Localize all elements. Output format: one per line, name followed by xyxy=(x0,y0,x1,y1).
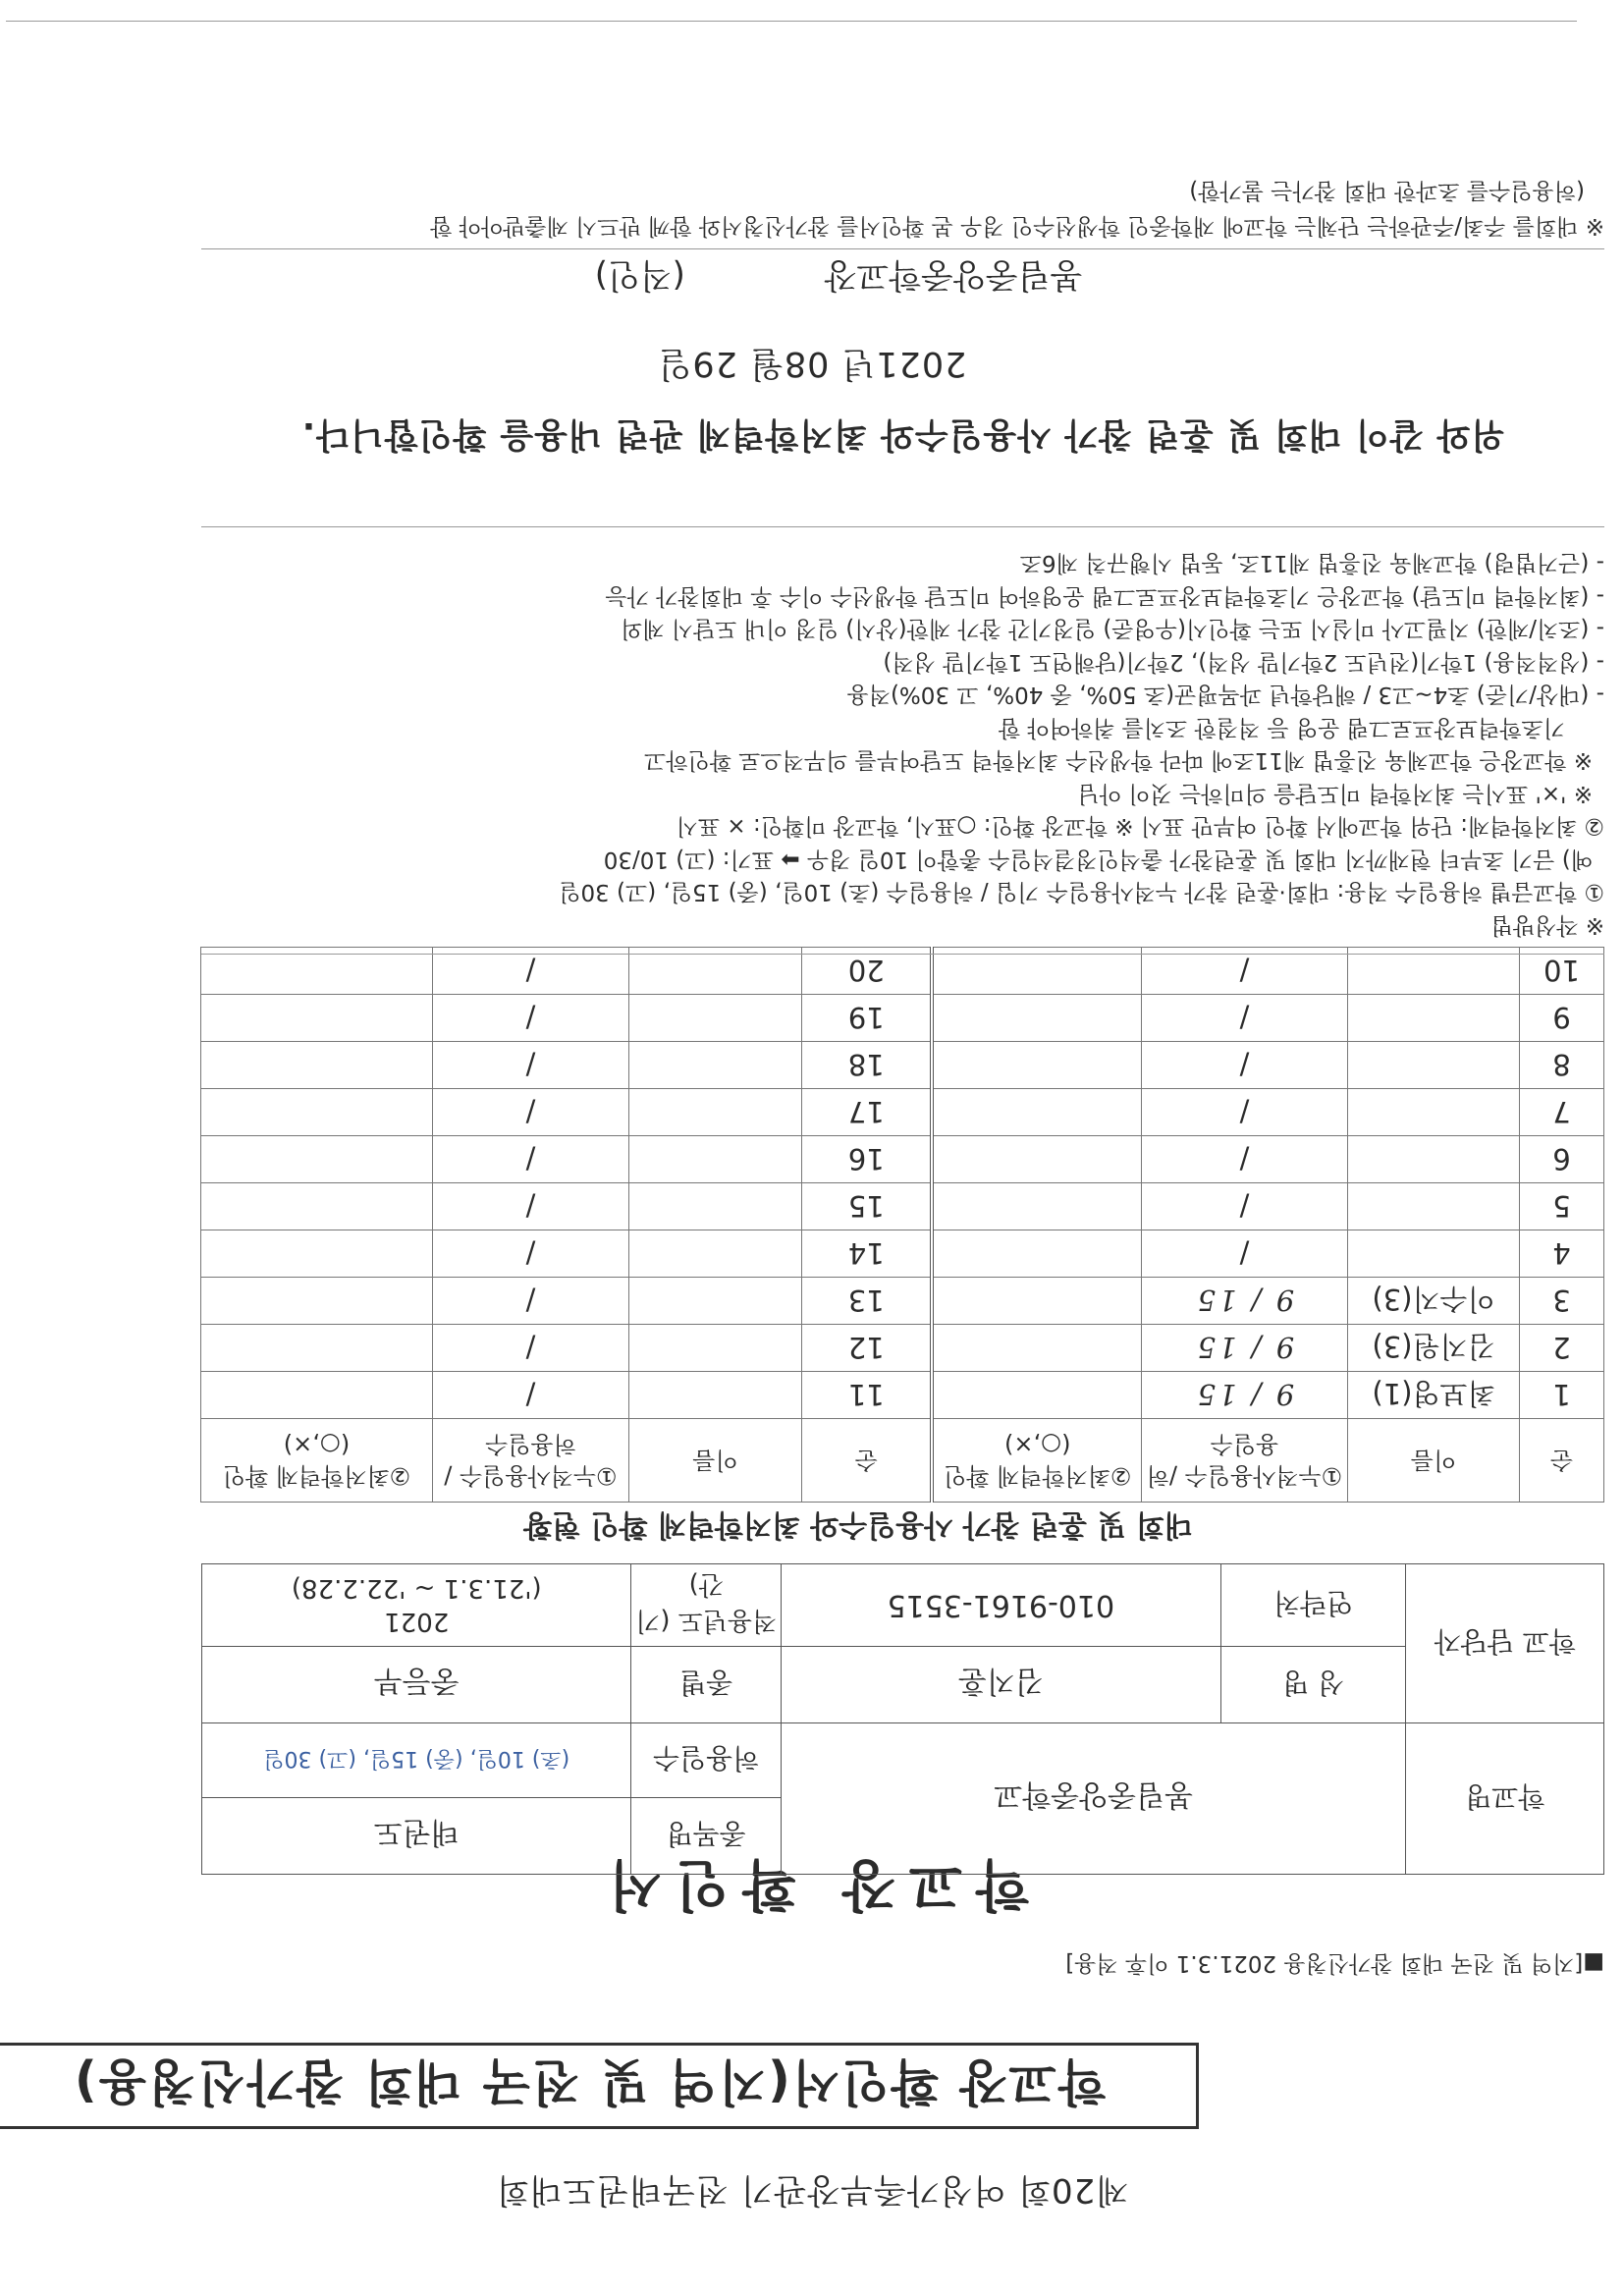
header-no: 순 xyxy=(802,1419,933,1503)
academic-check xyxy=(201,1278,433,1325)
row-number: 19 xyxy=(802,995,933,1042)
used-days: / xyxy=(433,995,629,1042)
event-label: 종목명 xyxy=(631,1798,781,1875)
header-name: 이름 xyxy=(1348,1419,1520,1503)
row-number: 10 xyxy=(1520,948,1604,995)
athlete-name xyxy=(1348,1089,1520,1136)
header-days: ①누적사용일수 /허용일수 xyxy=(1142,1419,1348,1503)
athlete-name: 이수지(3) xyxy=(1348,1278,1520,1325)
row-number: 5 xyxy=(1520,1183,1604,1230)
period-label: 적용년도 (기간) xyxy=(631,1564,781,1647)
academic-check xyxy=(933,1278,1142,1325)
footer-notes xyxy=(132,173,1604,244)
academic-check xyxy=(933,1089,1142,1136)
used-days: 9 / 15 xyxy=(1142,1325,1348,1372)
academic-check xyxy=(201,1230,433,1278)
note-line: 예) 금기 초부터 현재까지 대회 및 훈련참가 출석인정결석일수 총합이 10일 경우 ➡ 표기: (고) 10/30 xyxy=(603,847,1593,872)
principal-title: 봉림중앙중학교장 xyxy=(824,255,1083,295)
athlete-name: 김지원(3) xyxy=(1348,1325,1520,1372)
used-days: / xyxy=(433,1278,629,1325)
school-name: 봉림중앙중학교 xyxy=(781,1723,1406,1875)
row-number: 7 xyxy=(1520,1089,1604,1136)
participants-table xyxy=(200,947,1604,1503)
row-number: 20 xyxy=(802,948,933,995)
used-days: / xyxy=(1142,948,1348,995)
athlete-name xyxy=(629,1278,802,1325)
table-header-row xyxy=(201,1419,1604,1503)
header-check: ②최저학력제 확인(○,×) xyxy=(933,1419,1142,1503)
grade-value: 중등부 xyxy=(202,1647,632,1723)
instructions xyxy=(171,546,1604,941)
athlete-name xyxy=(629,1136,802,1183)
divider xyxy=(201,954,1604,955)
row-number: 8 xyxy=(1520,1042,1604,1089)
row-number: 17 xyxy=(802,1089,933,1136)
application-note: ■[지역 및 전국 대회 참가신청용 2021.3.1 이후 적용] xyxy=(1065,1950,1604,1976)
note-line: - (근거법령) 학교체육 진흥법 제11조, 동법 시행규칙 제6조 xyxy=(1019,550,1604,576)
table-row xyxy=(201,995,1604,1042)
used-days: / xyxy=(433,1325,629,1372)
academic-check xyxy=(201,1042,433,1089)
row-number: 18 xyxy=(802,1042,933,1089)
academic-check xyxy=(201,1325,433,1372)
name-label: 성 명 xyxy=(1220,1647,1406,1723)
allowed-days-value: (초) 10일, (중) 15일, (고) 30일 xyxy=(202,1723,632,1798)
used-days: / xyxy=(1142,1230,1348,1278)
athlete-name xyxy=(1348,1136,1520,1183)
athlete-name xyxy=(629,1042,802,1089)
period-year: 2021 xyxy=(384,1607,450,1637)
note-line: 기초학력보장프로그램 운영 등 적절한 조치를 취하여야 함 xyxy=(998,715,1565,740)
table-row xyxy=(201,1325,1604,1372)
academic-check xyxy=(933,1183,1142,1230)
school-label: 학교명 xyxy=(1406,1723,1604,1875)
official-seal-placeholder: (직인) xyxy=(594,255,685,295)
table-row xyxy=(201,1183,1604,1230)
principal-signature xyxy=(348,254,1329,302)
row-number: 3 xyxy=(1520,1278,1604,1325)
footer-note-line: ※ 대회를 주최/주관하는 단체는 학교에 재학중인 학생선수인 경우 본 확인서를 참가신청서와 함께 반드시 제출받아야 함 xyxy=(430,213,1604,239)
row-number: 15 xyxy=(802,1183,933,1230)
academic-check xyxy=(933,1042,1142,1089)
used-days: / xyxy=(433,948,629,995)
header-name: 이름 xyxy=(629,1419,802,1503)
athlete-name xyxy=(629,1325,802,1372)
period-value xyxy=(202,1564,632,1647)
form-title-box xyxy=(0,2043,1199,2129)
used-days: / xyxy=(433,1136,629,1183)
event-value: 태권도 xyxy=(202,1798,632,1875)
academic-check xyxy=(201,1372,433,1419)
row-number: 11 xyxy=(802,1372,933,1419)
note-line: ② 최저학력제: 단위 학교에서 확인 여부만 표시 ※ 학교장 확인: ○표시, 학교장 미확인: × 표시 xyxy=(676,813,1604,840)
event-title: 제20회 여성가족부장관기 전국태권도대회 xyxy=(495,2170,1129,2210)
form-title: 학교장 확인서(지역 및 전국 대회 참가신청용) xyxy=(72,2053,1107,2110)
athlete-name xyxy=(629,1230,802,1278)
academic-check xyxy=(933,995,1142,1042)
athlete-name: 최보영(1) xyxy=(1348,1372,1520,1419)
used-days: / xyxy=(433,1372,629,1419)
athlete-name xyxy=(1348,995,1520,1042)
note-line: - (조치/제한) 지필고사 미실시 또는 확인시(우영준) 일정기간 참가 제한(상시) 일정 이내 도달시 제외 xyxy=(621,616,1604,642)
allowed-days-label: 허용일수 xyxy=(631,1723,781,1798)
academic-check xyxy=(201,995,433,1042)
divider xyxy=(201,526,1604,527)
table-row xyxy=(201,1042,1604,1089)
row-number: 13 xyxy=(802,1278,933,1325)
issue-date: 2021년 08월 29일 xyxy=(657,344,967,383)
note-line: ※ 학교장은 학교체육 진흥법 제11조에 따라 학생선수 최저학력 도달여부를 의무적으로 확인하고 xyxy=(644,747,1593,774)
contact-value: 010-9161-3515 xyxy=(781,1564,1220,1647)
note-line: ① 학교급별 허용일수 적용: 대회·훈련 참가 누적사용일수 기입 / 허용일수 (초) 10일, (중) 15일, (고) 30일 xyxy=(559,879,1604,905)
section-title: 대회 및 훈련 참가 사용일수와 최저학력제 확인 현황 xyxy=(523,1507,1193,1542)
athlete-name xyxy=(629,1372,802,1419)
used-days: / xyxy=(433,1042,629,1089)
athlete-name xyxy=(629,995,802,1042)
table-row xyxy=(201,1372,1604,1419)
athlete-name xyxy=(629,1183,802,1230)
used-days: / xyxy=(1142,995,1348,1042)
note-line: - (대상/기준) 초4~고3 / 해당학년 과목평균(초 50%, 중 40%, 고 30%)적용 xyxy=(846,682,1604,708)
used-days: / xyxy=(433,1089,629,1136)
row-number: 16 xyxy=(802,1136,933,1183)
used-days: / xyxy=(433,1230,629,1278)
table-row xyxy=(201,1136,1604,1183)
academic-check xyxy=(933,1230,1142,1278)
academic-check xyxy=(201,1183,433,1230)
table-row xyxy=(201,1089,1604,1136)
footer-note-line: (허용일수를 초과한 대회 참가는 불가함) xyxy=(1189,178,1585,203)
row-number: 14 xyxy=(802,1230,933,1278)
athlete-name xyxy=(1348,1183,1520,1230)
academic-check xyxy=(201,1089,433,1136)
academic-check xyxy=(933,1136,1142,1183)
row-number: 9 xyxy=(1520,995,1604,1042)
header-days: ①누적사용일수 /허용일수 xyxy=(433,1419,629,1503)
athlete-name xyxy=(1348,1230,1520,1278)
used-days: / xyxy=(1142,1136,1348,1183)
used-days: / xyxy=(1142,1042,1348,1089)
note-line: - (성적적용) 1학기(전년도 2학기말 성적), 2학기(당해연도 1학기말 성적) xyxy=(883,649,1604,675)
note-line: ※ 작성방법 xyxy=(1490,912,1604,938)
academic-check xyxy=(933,1372,1142,1419)
used-days: 9 / 15 xyxy=(1142,1278,1348,1325)
row-number: 1 xyxy=(1520,1372,1604,1419)
school-info-table xyxy=(201,1563,1604,1875)
academic-check xyxy=(933,1325,1142,1372)
row-number: 2 xyxy=(1520,1325,1604,1372)
table-row xyxy=(201,1230,1604,1278)
divider xyxy=(201,248,1604,249)
confirmation-statement: 위와 같이 대회 및 훈련 참가 사용일수와 최저학력제 관련 내용을 확인합니다. xyxy=(300,414,1505,454)
note-line: ※ '×' 표시는 최저학력 미도달을 의미하는 것이 아님 xyxy=(1077,781,1593,806)
row-number: 12 xyxy=(802,1325,933,1372)
header-no: 순 xyxy=(1520,1419,1604,1503)
athlete-name xyxy=(1348,1042,1520,1089)
academic-check xyxy=(201,1136,433,1183)
row-number: 4 xyxy=(1520,1230,1604,1278)
used-days: / xyxy=(433,1183,629,1230)
scan-edge-line xyxy=(6,21,1577,22)
manager-name: 김지훈 xyxy=(781,1647,1220,1723)
header-check: ②최저학력제 확인(○,×) xyxy=(201,1419,433,1503)
contact-label: 연락처 xyxy=(1220,1564,1406,1647)
table-row xyxy=(201,1278,1604,1325)
row-number: 6 xyxy=(1520,1136,1604,1183)
grade-label: 종별 xyxy=(631,1647,781,1723)
used-days: / xyxy=(1142,1183,1348,1230)
used-days: / xyxy=(1142,1089,1348,1136)
manager-label: 학교 담당자 xyxy=(1406,1564,1604,1723)
athlete-name xyxy=(629,1089,802,1136)
note-line: - (최저학력 미도달) 학교장은 기초학력보장프로그램 운영하여 미도달 학생선수 이수 후 대회참가 가능 xyxy=(605,583,1604,609)
certificate-title: 학교장 확인서 xyxy=(594,1852,1030,1916)
period-range: ('21.3.1 ~ '22.2.28) xyxy=(291,1573,542,1604)
used-days: 9 / 15 xyxy=(1142,1372,1348,1419)
